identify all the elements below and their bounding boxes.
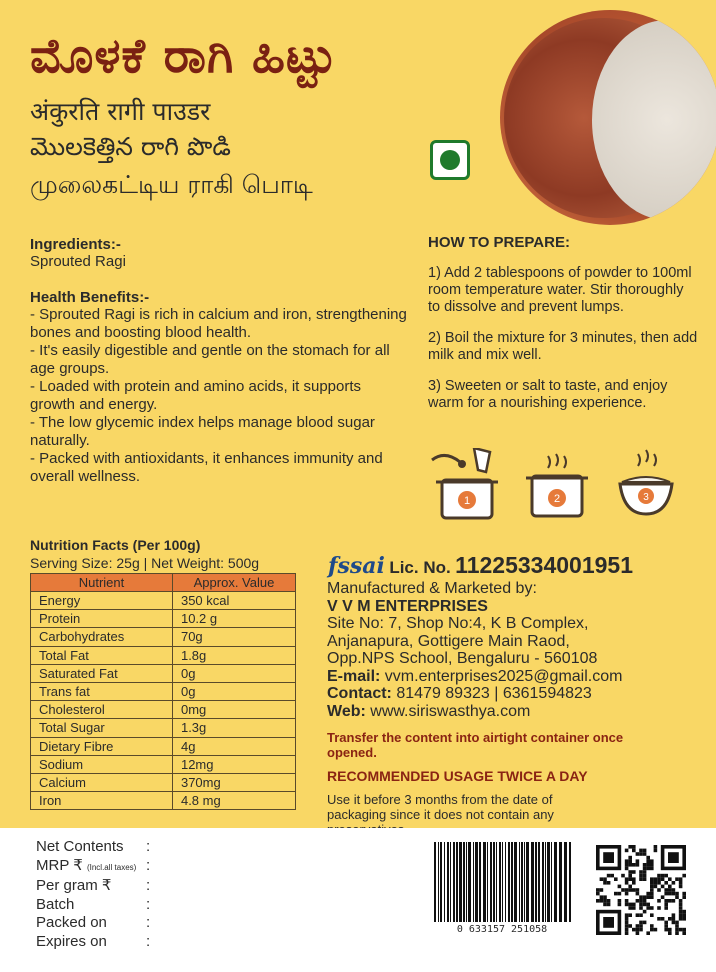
nutrient-value: 4g <box>172 737 295 755</box>
prepare-step: 2) Boil the mixture for 3 minutes, then add milk and mix well. <box>428 330 698 363</box>
expires-on-label: Expires on <box>36 932 107 950</box>
nutrient-name: Iron <box>31 792 173 810</box>
preparation-steps-illustration <box>430 448 700 522</box>
nutrition-row <box>31 592 296 610</box>
license-line <box>328 552 708 579</box>
manufacturer-heading: Manufactured & Marketed by: <box>327 580 537 597</box>
product-title-kannada: ಮೊಳಕೆ ರಾಗಿ ಹಿಟ್ಟು <box>30 28 337 84</box>
nutrition-row <box>31 664 296 682</box>
transfer-note: Transfer the content into airtight container once opened. <box>327 730 624 760</box>
nutrient-value: 1.8g <box>172 646 295 664</box>
nutrition-table <box>30 573 296 810</box>
nutrition-row <box>31 610 296 628</box>
nutrient-name: Total Fat <box>31 646 173 664</box>
nutrition-row <box>31 737 296 755</box>
step-number: 1 <box>463 495 471 507</box>
nutrient-value: 370mg <box>172 773 295 791</box>
prepare-section <box>428 234 698 412</box>
nutrient-value: 12mg <box>172 755 295 773</box>
license-number: 11225334001951 <box>455 552 633 578</box>
nutrition-facts <box>30 537 298 810</box>
expiry-note: Use it before 3 months from the date of packaging since it does not contain any <box>327 792 554 822</box>
nutrition-row <box>31 701 296 719</box>
benefit-item: - It's easily digestible and gentle on the stomach for all age groups. <box>30 342 390 377</box>
usage-note: RECOMMENDED USAGE TWICE A DAY <box>327 768 588 784</box>
mrp-note: (Incl.all taxes) <box>86 862 137 872</box>
ragi-bowl-image <box>500 10 716 225</box>
veg-symbol-icon <box>430 140 470 180</box>
nutrient-value: 1.3g <box>172 719 295 737</box>
nutrition-row <box>31 682 296 700</box>
health-benefits-heading: Health Benefits:- <box>30 289 150 306</box>
license-label: Lic. No. <box>389 558 451 577</box>
nutrient-value: 350 kcal <box>172 592 295 610</box>
nutrition-serving: Serving Size: 25g | Net Weight: 500g <box>30 555 260 571</box>
address-line: Anjanapura, Gottigere Main Raod, <box>327 632 570 650</box>
per-gram-label: Per gram ₹ <box>36 877 112 894</box>
nutrient-name: Energy <box>31 592 173 610</box>
nutrient-value: 0mg <box>172 701 295 719</box>
address-line: Site No: 7, Shop No:4, K B Complex, <box>327 615 589 632</box>
address-line: Opp.NPS School, Bengaluru - 560108 <box>327 650 598 667</box>
nutrition-row <box>31 628 296 646</box>
nutrient-value: 70g <box>172 628 295 646</box>
manufacturer-info <box>327 580 707 720</box>
benefit-item: - The low glycemic index helps manage blood sugar naturally. <box>30 414 375 449</box>
nutrient-name: Cholesterol <box>31 701 173 719</box>
net-contents-label: Net Contents <box>36 838 124 855</box>
nutrition-row <box>31 792 296 810</box>
nutrient-value: 0g <box>172 682 295 700</box>
nutrition-row <box>31 773 296 791</box>
nutrient-name: Protein <box>31 610 173 628</box>
product-title-hindi: अंकुरति रागी पाउडर <box>30 97 211 126</box>
nutrient-header: Nutrient <box>31 574 173 592</box>
web-label: Web: <box>327 702 366 720</box>
email-value: vvm.enterprises2025@gmail.com <box>384 667 623 685</box>
ingredients-heading: Ingredients:- <box>30 236 121 253</box>
benefit-item: - Sprouted Ragi is rich in calcium and iron, strengthening bones and boosting blood health. <box>30 306 407 341</box>
batch-label: Batch <box>36 895 75 913</box>
nutrition-row <box>31 646 296 664</box>
step-1-pot-icon <box>432 448 498 518</box>
mrp-label: MRP ₹ <box>36 856 83 874</box>
barcode-icon <box>432 842 574 932</box>
nutrient-value: 4.8 mg <box>172 792 295 810</box>
nutrient-name: Calcium <box>31 773 173 791</box>
nutrient-value: 0g <box>172 664 295 682</box>
pack-info-list: Net Contents : MRP ₹ (Incl.all taxes) : Per gram ₹ : Batch : Packed on : Expires on : <box>36 838 151 950</box>
fssai-logo: fssai <box>328 553 385 579</box>
prepare-heading: HOW TO PREPARE: <box>428 234 570 251</box>
step-3-bowl-icon <box>620 450 672 514</box>
nutrient-name: Saturated Fat <box>31 664 173 682</box>
barcode-number: 0 633157 251058 <box>456 924 548 935</box>
step-2-pot-icon <box>526 454 588 516</box>
nutrition-row <box>31 719 296 737</box>
manufacturer-name: V V M ENTERPRISES <box>327 597 488 615</box>
nutrient-value: 10.2 g <box>172 610 295 628</box>
ingredients-text: Sprouted Ragi <box>30 253 126 270</box>
contact-label: Contact: <box>327 685 392 702</box>
ingredients-section <box>30 236 410 486</box>
email-label: E-mail: <box>327 667 381 685</box>
nutrient-name: Trans fat <box>31 682 173 700</box>
nutrient-name: Carbohydrates <box>31 628 173 646</box>
nutrient-name: Total Sugar <box>31 719 173 737</box>
web-value: www.siriswasthya.com <box>370 702 531 720</box>
prepare-step: 1) Add 2 tablespoons of powder to 100ml room temperature water. Stir thoroughly to dissolve and prevent lumps. <box>428 265 692 315</box>
nutrient-name: Dietary Fibre <box>31 737 173 755</box>
qr-code-icon <box>596 844 686 936</box>
product-title-tamil: முலைகட்டிய ராகி பொடி <box>30 170 313 199</box>
nutrient-name: Sodium <box>31 755 173 773</box>
packed-on-label: Packed on <box>36 914 107 931</box>
step-number: 2 <box>553 493 561 505</box>
value-header: Approx. Value <box>172 574 295 592</box>
nutrition-row <box>31 755 296 773</box>
benefit-item: - Packed with antioxidants, it enhances immunity and overall wellness. <box>30 450 383 485</box>
benefit-item: - Loaded with protein and amino acids, it supports growth and energy. <box>30 378 362 413</box>
nutrition-title: Nutrition Facts (Per 100g) <box>30 537 201 553</box>
contact-value: 81479 89323 | 6361594823 <box>396 685 592 702</box>
step-number: 3 <box>643 492 649 503</box>
storage-notes <box>327 730 707 837</box>
prepare-step: 3) Sweeten or salt to taste, and enjoy warm for a nourishing experience. <box>428 378 668 411</box>
product-title-telugu: మొలకెత్తిన రాగి పొడి <box>30 132 231 161</box>
